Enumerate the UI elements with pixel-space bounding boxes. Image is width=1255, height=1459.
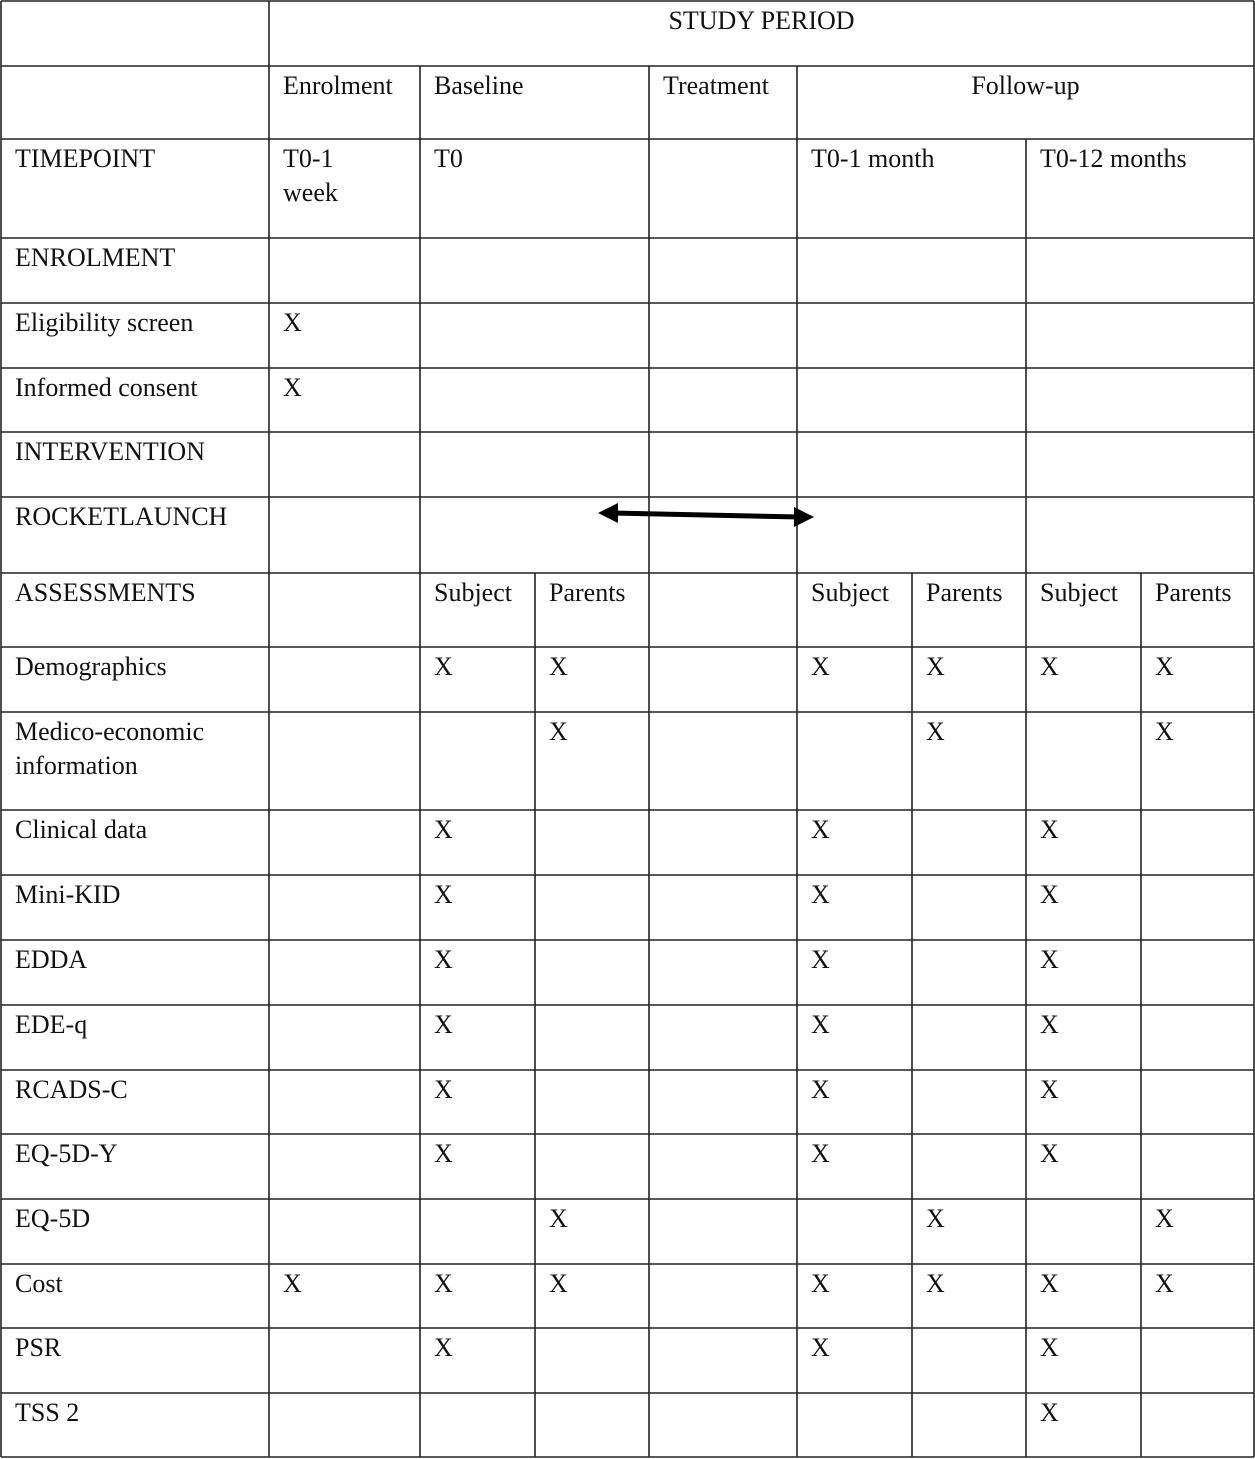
assessment-label: RCADS-C <box>15 1075 128 1104</box>
mark-cell: X <box>434 945 453 974</box>
mark-cell: X <box>1040 652 1059 681</box>
mark-cell: X <box>434 1333 453 1362</box>
timepoint-12-months: T0-12 months <box>1040 144 1187 173</box>
mark-cell: X <box>1155 1204 1174 1233</box>
mark-cell: X <box>1040 880 1059 909</box>
mark-cell: X <box>1040 1398 1059 1427</box>
mark-cell: X <box>434 1010 453 1039</box>
assessment-label: TSS 2 <box>15 1398 80 1427</box>
mark-cell: X <box>811 1075 830 1104</box>
assessment-label: Mini-KID <box>15 880 121 909</box>
mark-cell: X <box>434 1075 453 1104</box>
respondent-header: Parents <box>1155 578 1232 607</box>
mark-cell: X <box>811 945 830 974</box>
mark-cell: X <box>811 652 830 681</box>
mark-cell: X <box>1155 1269 1174 1298</box>
study-period-header: STUDY PERIOD <box>668 6 855 35</box>
mark-cell: X <box>811 1333 830 1362</box>
mark-cell: X <box>1155 652 1174 681</box>
mark-cell: X <box>926 717 945 746</box>
mark-cell: X <box>283 1269 302 1298</box>
section-enrolment: ENROLMENT <box>15 243 176 272</box>
assessment-label: Clinical data <box>15 815 148 844</box>
phase-follow-up: Follow-up <box>971 71 1080 100</box>
timepoint-1-month: T0-1 month <box>811 144 935 173</box>
mark-cell: X <box>549 1269 568 1298</box>
section-intervention: INTERVENTION <box>15 437 205 466</box>
phase-enrolment: Enrolment <box>283 71 393 100</box>
mark-cell: X <box>1040 815 1059 844</box>
row-label: Eligibility screen <box>15 308 194 337</box>
timepoint-label: TIMEPOINT <box>15 144 156 173</box>
mark-cell: X <box>1040 1333 1059 1362</box>
mark-cell: X <box>1040 945 1059 974</box>
mark-cell: X <box>926 1269 945 1298</box>
assessment-label: EDE-q <box>15 1010 88 1039</box>
assessment-label: Demographics <box>15 652 167 681</box>
phase-baseline: Baseline <box>434 71 524 100</box>
mark-cell: X <box>811 1269 830 1298</box>
mark-cell: X <box>1040 1139 1059 1168</box>
mark-cell: X <box>434 652 453 681</box>
mark-cell: X <box>1040 1010 1059 1039</box>
mark-cell: X <box>811 1139 830 1168</box>
mark-cell: X <box>1040 1075 1059 1104</box>
mark-cell: X <box>1155 717 1174 746</box>
assessment-label: Medico-economic information <box>15 717 205 780</box>
assessment-label: EQ-5D-Y <box>15 1139 118 1168</box>
respondent-header: Subject <box>1040 578 1118 607</box>
mark-cell: X <box>926 652 945 681</box>
mark-cell: X <box>811 815 830 844</box>
phase-treatment: Treatment <box>663 71 769 100</box>
mark-cell: X <box>434 815 453 844</box>
mark-cell: X <box>434 1269 453 1298</box>
assessment-label: EDDA <box>15 945 88 974</box>
mark-cell: X <box>549 1204 568 1233</box>
assessment-label: PSR <box>15 1333 62 1362</box>
section-assessments: ASSESSMENTS <box>15 578 196 607</box>
intervention-double-arrow-icon <box>598 503 814 527</box>
mark-cell: X <box>1040 1269 1059 1298</box>
respondent-header: Parents <box>549 578 626 607</box>
assessment-label: Cost <box>15 1269 63 1298</box>
respondent-header: Parents <box>926 578 1003 607</box>
mark-cell: X <box>926 1204 945 1233</box>
mark-cell: X <box>283 373 302 402</box>
intervention-rocketlaunch: ROCKETLAUNCH <box>15 502 228 531</box>
assessment-label: EQ-5D <box>15 1204 91 1233</box>
timepoint-baseline: T0 <box>434 144 463 173</box>
mark-cell: X <box>811 880 830 909</box>
respondent-header: Subject <box>434 578 512 607</box>
mark-cell: X <box>549 717 568 746</box>
mark-cell: X <box>434 880 453 909</box>
mark-cell: X <box>283 308 302 337</box>
mark-cell: X <box>811 1010 830 1039</box>
row-label: Informed consent <box>15 373 198 402</box>
mark-cell: X <box>434 1139 453 1168</box>
respondent-header: Subject <box>811 578 889 607</box>
timepoint-enrolment: T0-1 week <box>283 144 338 207</box>
mark-cell: X <box>549 652 568 681</box>
